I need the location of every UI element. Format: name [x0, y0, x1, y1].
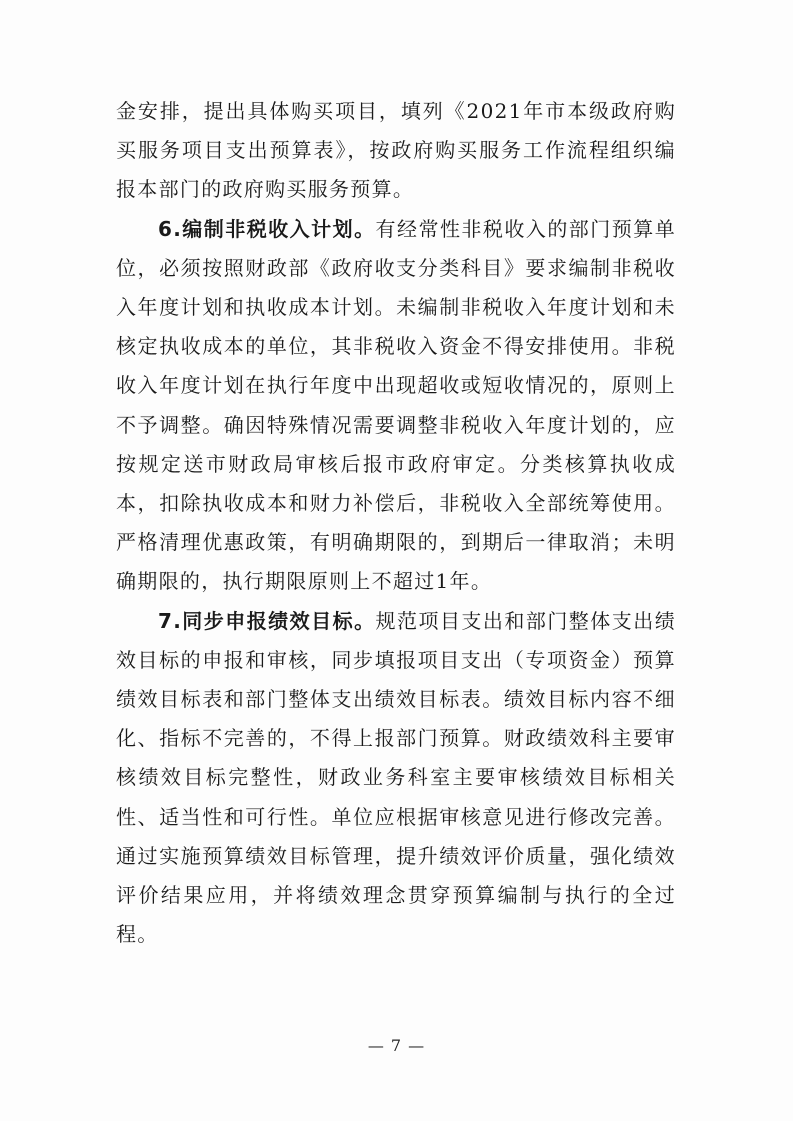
paragraph-item-6 — [116, 210, 676, 602]
paragraph-heading: 7.同步申报绩效目标。 — [158, 608, 376, 633]
paragraph-text: 规范项目支出和部门整体支出绩效目标的申报和审核，同步填报项目支出（专项资金）预算绩效目标表和部门整体支出绩效目标表。绩效目标内容不细化、指标不完善的，不得上报部门预算。财政绩效科主要审核绩效目标完整性，财政业务科室主要审核绩效目标相关性、适当性和可行性。单位应根据审核意见进行修改完善。通过实施预算绩效目标管理，提升绩效评价质量，强化绩效评价结果应用，并将绩效理念贯穿预算编制与执行的全过程。 — [116, 608, 676, 947]
paragraph-heading: 6.编制非税收入计划。 — [158, 216, 376, 241]
paragraph-continuation — [116, 92, 676, 210]
page-number: — 7 — — [367, 1036, 426, 1055]
paragraph-text: 有经常性非税收入的部门预算单位，必须按照财政部《政府收支分类科目》要求编制非税收入年度计划和执收成本计划。未编制非税收入年度计划和未核定执收成本的单位，其非税收入资金不得安排使用。非税收入年度计划在执行年度中出现超收或短收情况的，原则上不予调整。确因特殊情况需要调整非税收入年度计划的，应按规定送市财政局审核后报市政府审定。分类核算执收成本，扣除执收成本和财力补偿后，非税收入全部统筹使用。严格清理优惠政策，有明确期限的，到期后一律取消；未明确期限的，执行期限原则上不超过1年。 — [116, 216, 676, 594]
paragraph-item-7 — [116, 602, 676, 955]
document-body — [116, 92, 676, 954]
paragraph-text: 金安排，提出具体购买项目，填列《2021年市本级政府购买服务项目支出预算表》，按政府购买服务工作流程组织编报本部门的政府购买服务预算。 — [116, 99, 676, 202]
